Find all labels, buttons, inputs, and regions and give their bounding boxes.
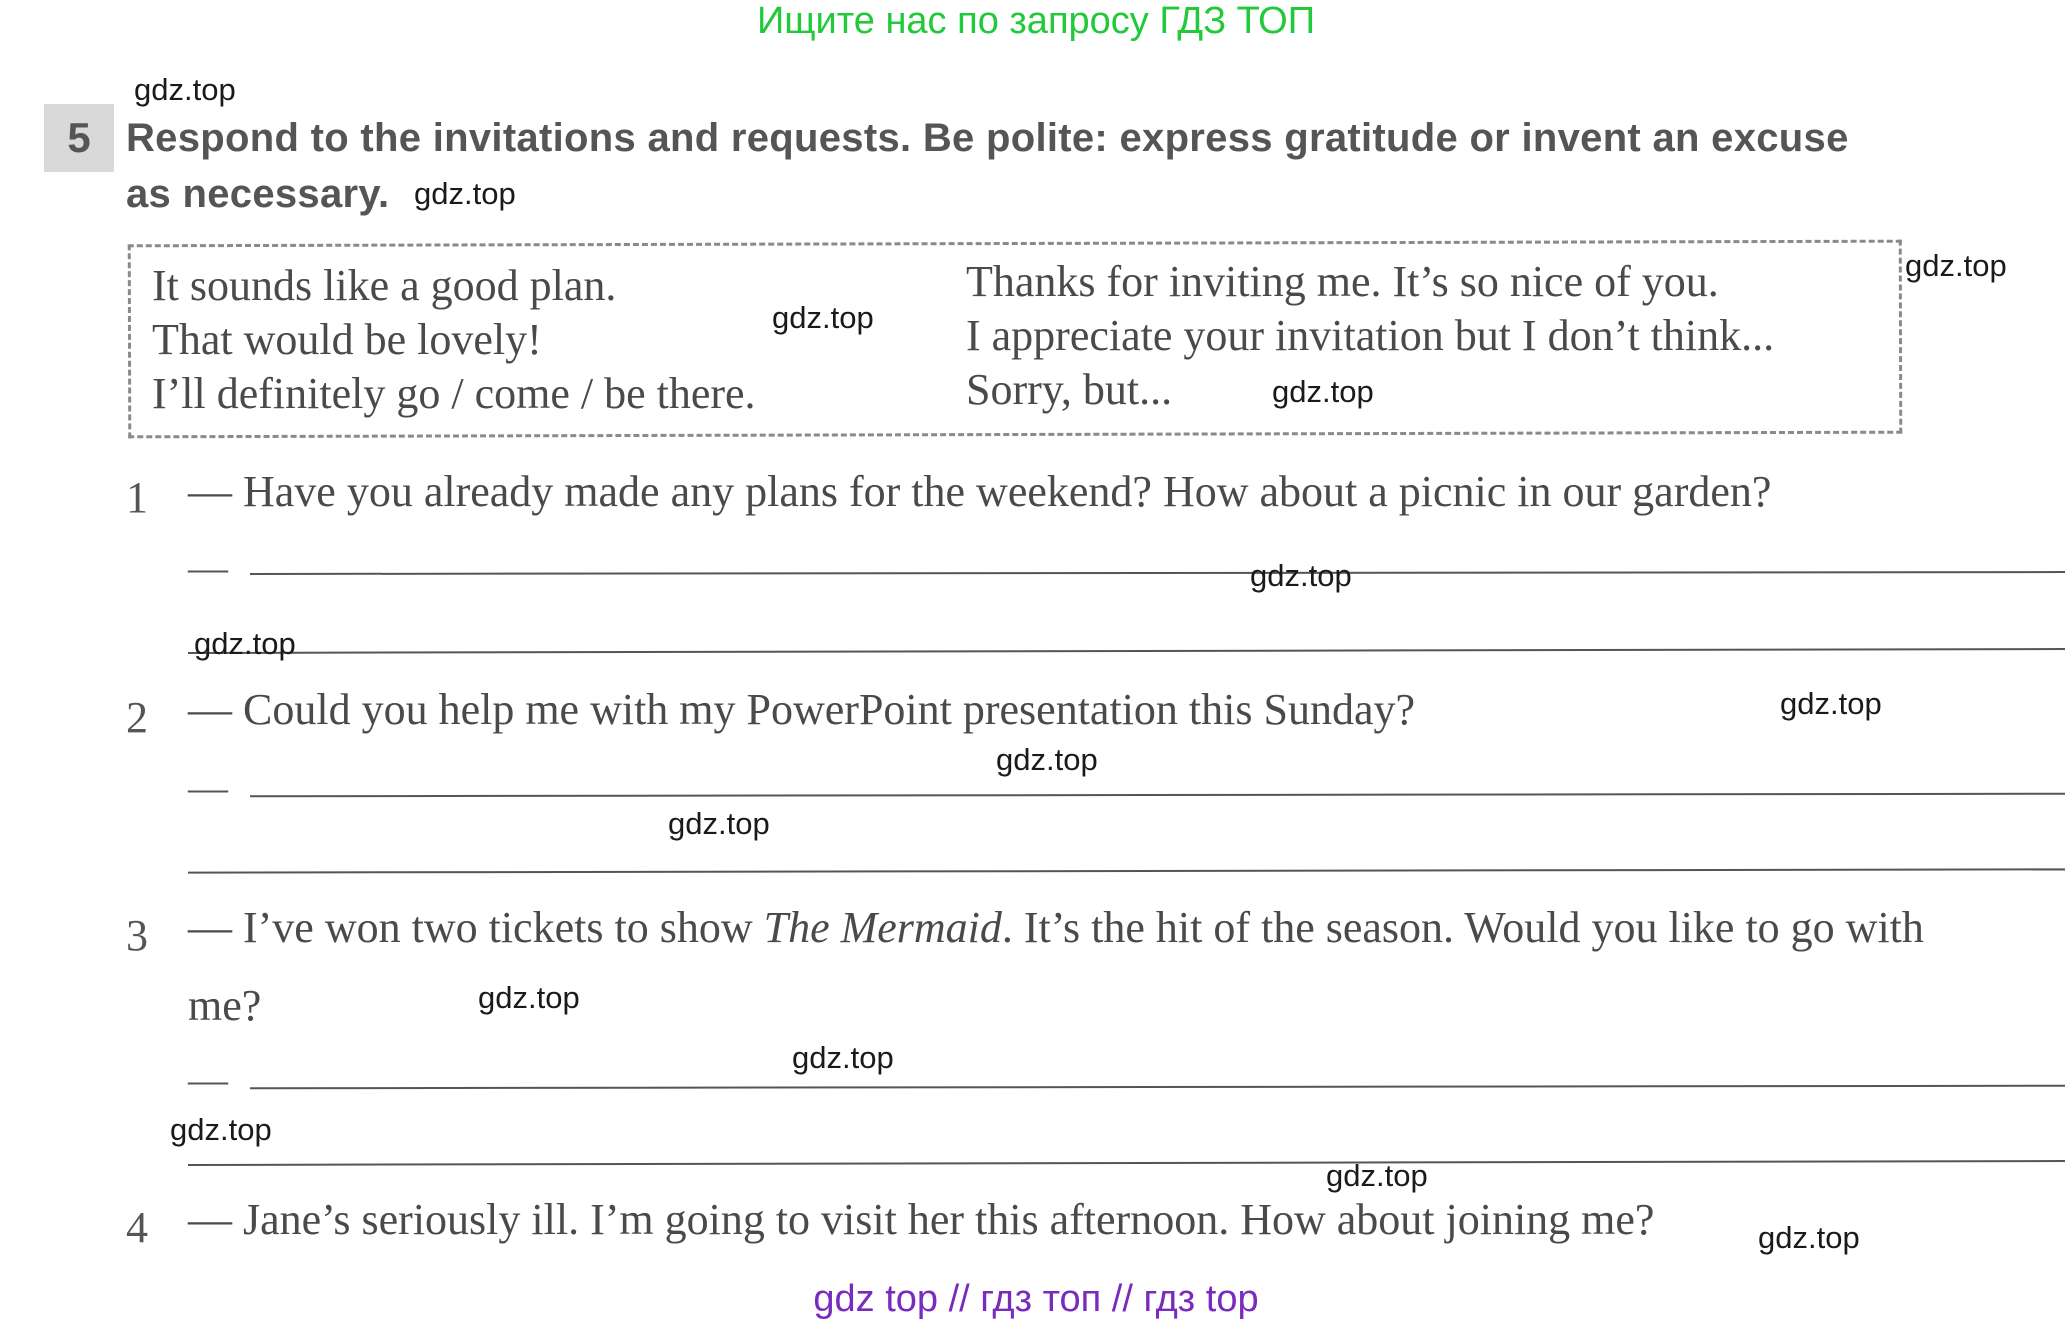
answer-2-line-2[interactable] (188, 868, 2065, 873)
answer-2-dash: — (188, 765, 228, 810)
answer-1-line-1[interactable] (250, 571, 2065, 575)
watermark: gdz.top (194, 626, 296, 661)
bottom-banner: gdz top // гдз топ // гдз top (813, 1278, 1259, 1320)
question-4-number: 4 (126, 1203, 148, 1252)
watermark: gdz.top (996, 742, 1098, 777)
watermark: gdz.top (1780, 686, 1882, 721)
question-3-text-start: — I’ve won two tickets to show (188, 903, 764, 952)
exercise-instruction (126, 110, 1896, 222)
question-1-text: — Have you already made any plans for the weekend? How about a picnic in our garden? (188, 467, 1772, 516)
answer-3-line-2[interactable] (188, 1160, 2065, 1166)
question-3-text-line-2: me? (188, 981, 262, 1030)
question-4-text: — Jane’s seriously ill. I’m going to visit her this afternoon. How about joining me? (188, 1195, 1655, 1244)
watermark: gdz.top (170, 1112, 272, 1147)
watermark: gdz.top (134, 72, 236, 107)
watermark: gdz.top (1250, 558, 1352, 593)
phrase-right-2: I appreciate your invitation but I don’t think... (966, 311, 1775, 360)
phrase-right-3: Sorry, but... (966, 365, 1173, 414)
watermark: gdz.top (414, 176, 516, 211)
question-1-number: 1 (126, 473, 148, 522)
instruction-line-2: as necessary. (126, 172, 390, 216)
answer-1-dash: — (188, 545, 228, 590)
watermark: gdz.top (772, 300, 874, 335)
answer-3-line-1[interactable] (250, 1085, 2065, 1090)
answer-2-line-1[interactable] (250, 793, 2065, 798)
phrase-left-2: That would be lovely! (152, 315, 542, 364)
watermark: gdz.top (1272, 374, 1374, 409)
question-3-title: The Mermaid (763, 903, 1002, 952)
instruction-line-1: Respond to the invitations and requests. Be polite: express gratitude or invent an excuse (126, 116, 1849, 160)
watermark: gdz.top (792, 1040, 894, 1075)
question-3-text-end: . It’s the hit of the season. Would you like to go with (1001, 903, 1924, 952)
top-banner: Ищите нас по запросу ГДЗ ТОП (756, 0, 1316, 42)
phrase-left-3: I’ll definitely go / come / be there. (152, 369, 756, 418)
watermark: gdz.top (478, 980, 580, 1015)
phrase-right-1: Thanks for inviting me. It’s so nice of you. (966, 257, 1719, 306)
watermark: gdz.top (1758, 1220, 1860, 1255)
question-2-number: 2 (126, 693, 148, 742)
question-3-number: 3 (126, 911, 148, 960)
watermark: gdz.top (1326, 1158, 1428, 1193)
phrase-left-1: It sounds like a good plan. (152, 261, 617, 310)
answer-3-dash: — (188, 1057, 228, 1102)
watermark: gdz.top (668, 806, 770, 841)
watermark: gdz.top (1905, 248, 2007, 283)
question-3-text (188, 903, 1924, 952)
exercise-number: 5 (44, 104, 114, 172)
question-2-text: — Could you help me with my PowerPoint presentation this Sunday? (188, 685, 1416, 734)
answer-1-line-2[interactable] (188, 648, 2065, 654)
